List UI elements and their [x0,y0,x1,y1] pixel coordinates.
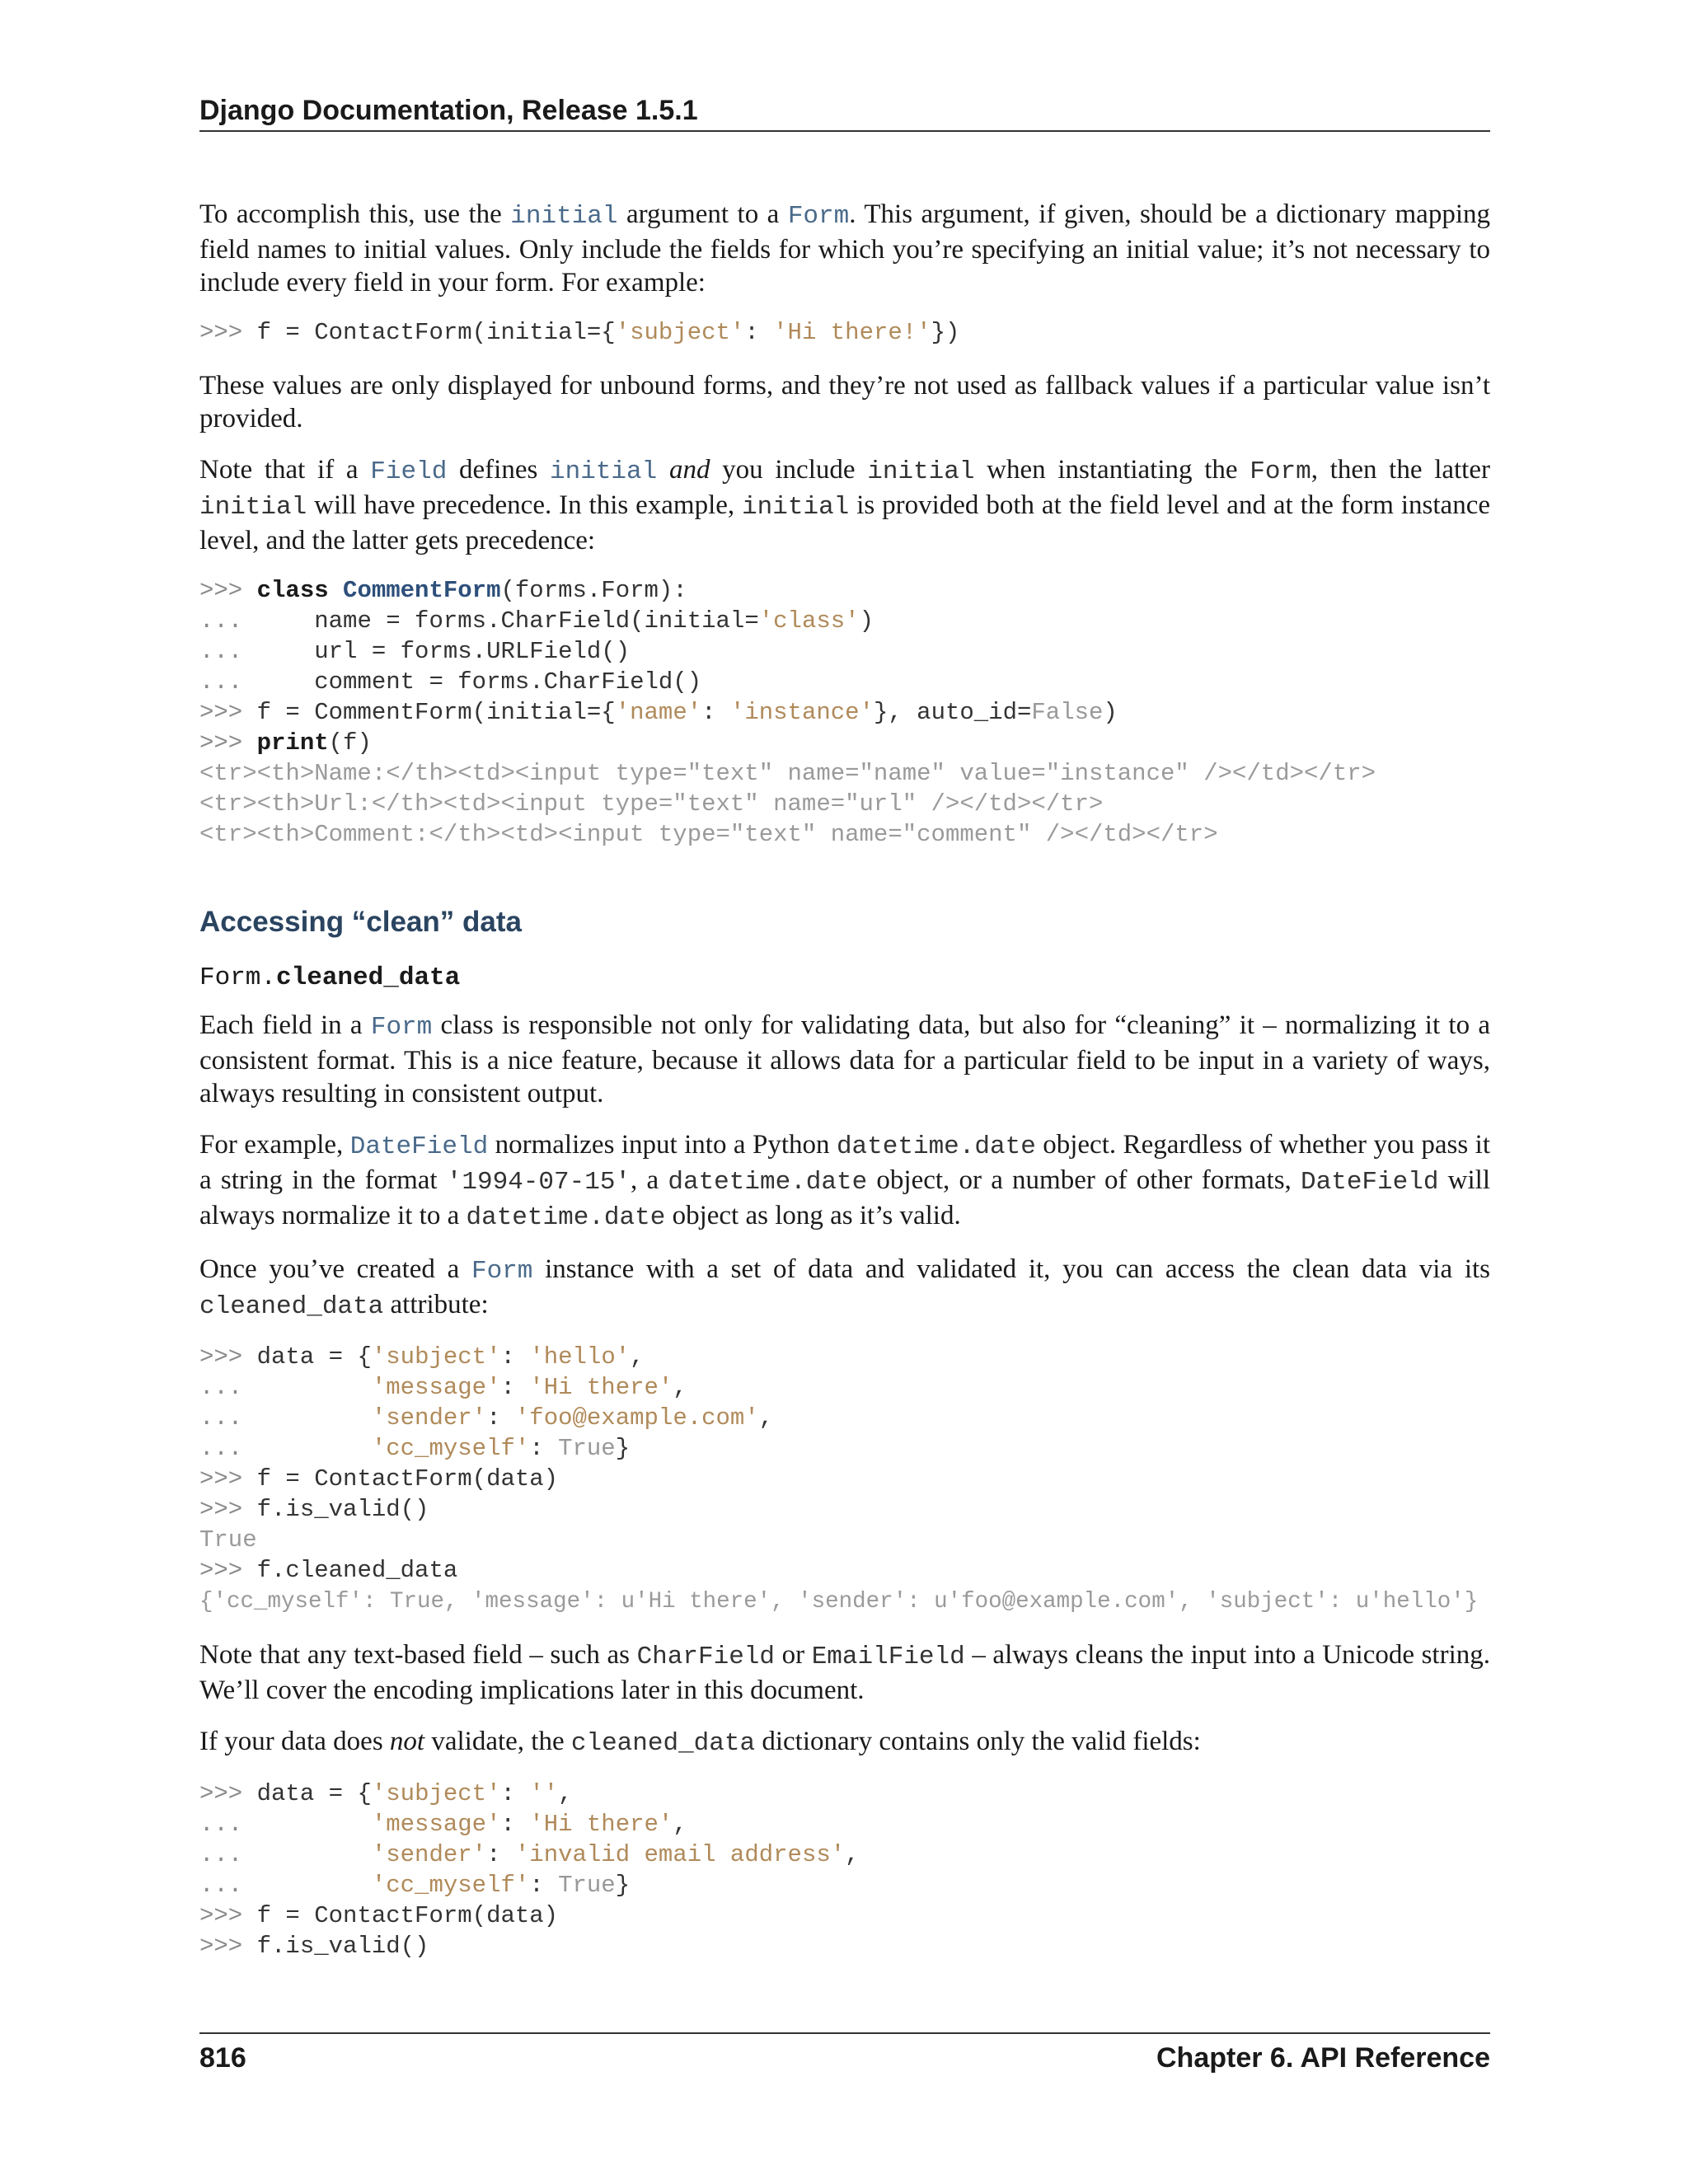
section-heading-clean-data: Accessing “clean” data [199,906,522,938]
link-form[interactable]: Form [787,202,850,231]
header-title: Django Documentation, Release 1.5.1 [199,95,698,126]
paragraph-invalid-note: If your data does not validate, the cleaned_data dictionary contains only the valid fields: [199,1727,1201,1758]
running-header [199,91,1490,132]
link-datefield[interactable]: DateField [349,1132,489,1161]
paragraph-cleaning-intro: Each field in a Form class is responsible not only for validating data, but also for “cleaning” it – normalizing it to a consistent format. This is a nice feature, because it allows data for a particular field to be input in a variety of ways, always resulting in consistent output. [199,1010,1490,1108]
attribute-signature: Form.cleaned_data [199,963,461,992]
link-form-3[interactable]: Form [471,1257,533,1286]
chapter-title: Chapter 6. API Reference [1156,2042,1490,2074]
page-number: 816 [199,2042,246,2074]
paragraph-unicode-note: Note that any text-based field – such as CharField or EmailField – always cleans the input into a Unicode string. We’ll cover the encoding implications later in this document. [199,1640,1490,1705]
code-block-valid-data: >>> data = {'subject': 'hello', ... 'message': 'Hi there', ... 'sender': 'foo@example.com', ... 'cc_myself': True} >>> f = ContactForm(data) >>> f.is_valid() True >>> f.cleaned_data {'cc_myself': True, 'message': u'Hi there', 'sender': u'foo@example.com', 'subject': u'hello'} [199,1343,1479,1615]
code-block-invalid-data: >>> data = {'subject': '', ... 'message': 'Hi there', ... 'sender': 'invalid email address', ... 'cc_myself': True} >>> f = ContactForm(data) >>> f.is_valid() [199,1780,860,1960]
link-field[interactable]: Field [370,457,448,486]
running-footer [199,2032,1490,2074]
paragraph-initial-intro: To accomplish this, use the initial argument to a Form. This argument, if given, should be a dictionary mapping field names to initial values. Only include the fields for which you’re specifying an initial value; it’s not necessary to include every field in your form. For example: [199,199,1490,298]
link-form-2[interactable]: Form [370,1013,433,1042]
paragraph-precedence-note: Note that if a Field defines initial and you include initial when instantiating the Form, then the latter initial will have precedence. In this example, initial is provided both at the field level and at the form instance level, and the latter gets precedence: [199,455,1490,555]
paragraph-unbound-note: These values are only displayed for unbound forms, and they’re not used as fallback values if a particular value isn’t provided. [199,371,1490,434]
document-page [199,0,1490,2184]
link-initial-2[interactable]: initial [550,457,658,486]
link-initial[interactable]: initial [510,202,618,231]
code-block-commentform: >>> class CommentForm(forms.Form): ... name = forms.CharField(initial='class') ... url = forms.URLField() ... comment = forms.CharField() >>> f = CommentForm(initial={'name': 'instance'}, auto_id=False) >>> print(f) <tr><th>Name:</th><td><input type="text" name="name" value="instance" /></td></tr> <tr><th>Url:</th><td><input type="text" name="url" /></td></tr> <tr><th>Comment:</th><td><input type="text" name="comment" /></td></tr> [199,577,1376,848]
code-block-initial-example: >>> f = ContactForm(initial={'subject': 'Hi there!'}) [199,319,960,346]
paragraph-access-clean-data: Once you’ve created a Form instance with a set of data and validated it, you can access the clean data via its cleaned_data attribute: [199,1254,1490,1321]
page-content [199,198,1490,1983]
paragraph-datefield-example: For example, DateField normalizes input into a Python datetime.date object. Regardless of whether you pass it a string in the format '1994-07-15', a datetime.date object, or a number of other formats, DateField will always normalize it to a datetime.date object as long as it’s valid. [199,1130,1490,1232]
